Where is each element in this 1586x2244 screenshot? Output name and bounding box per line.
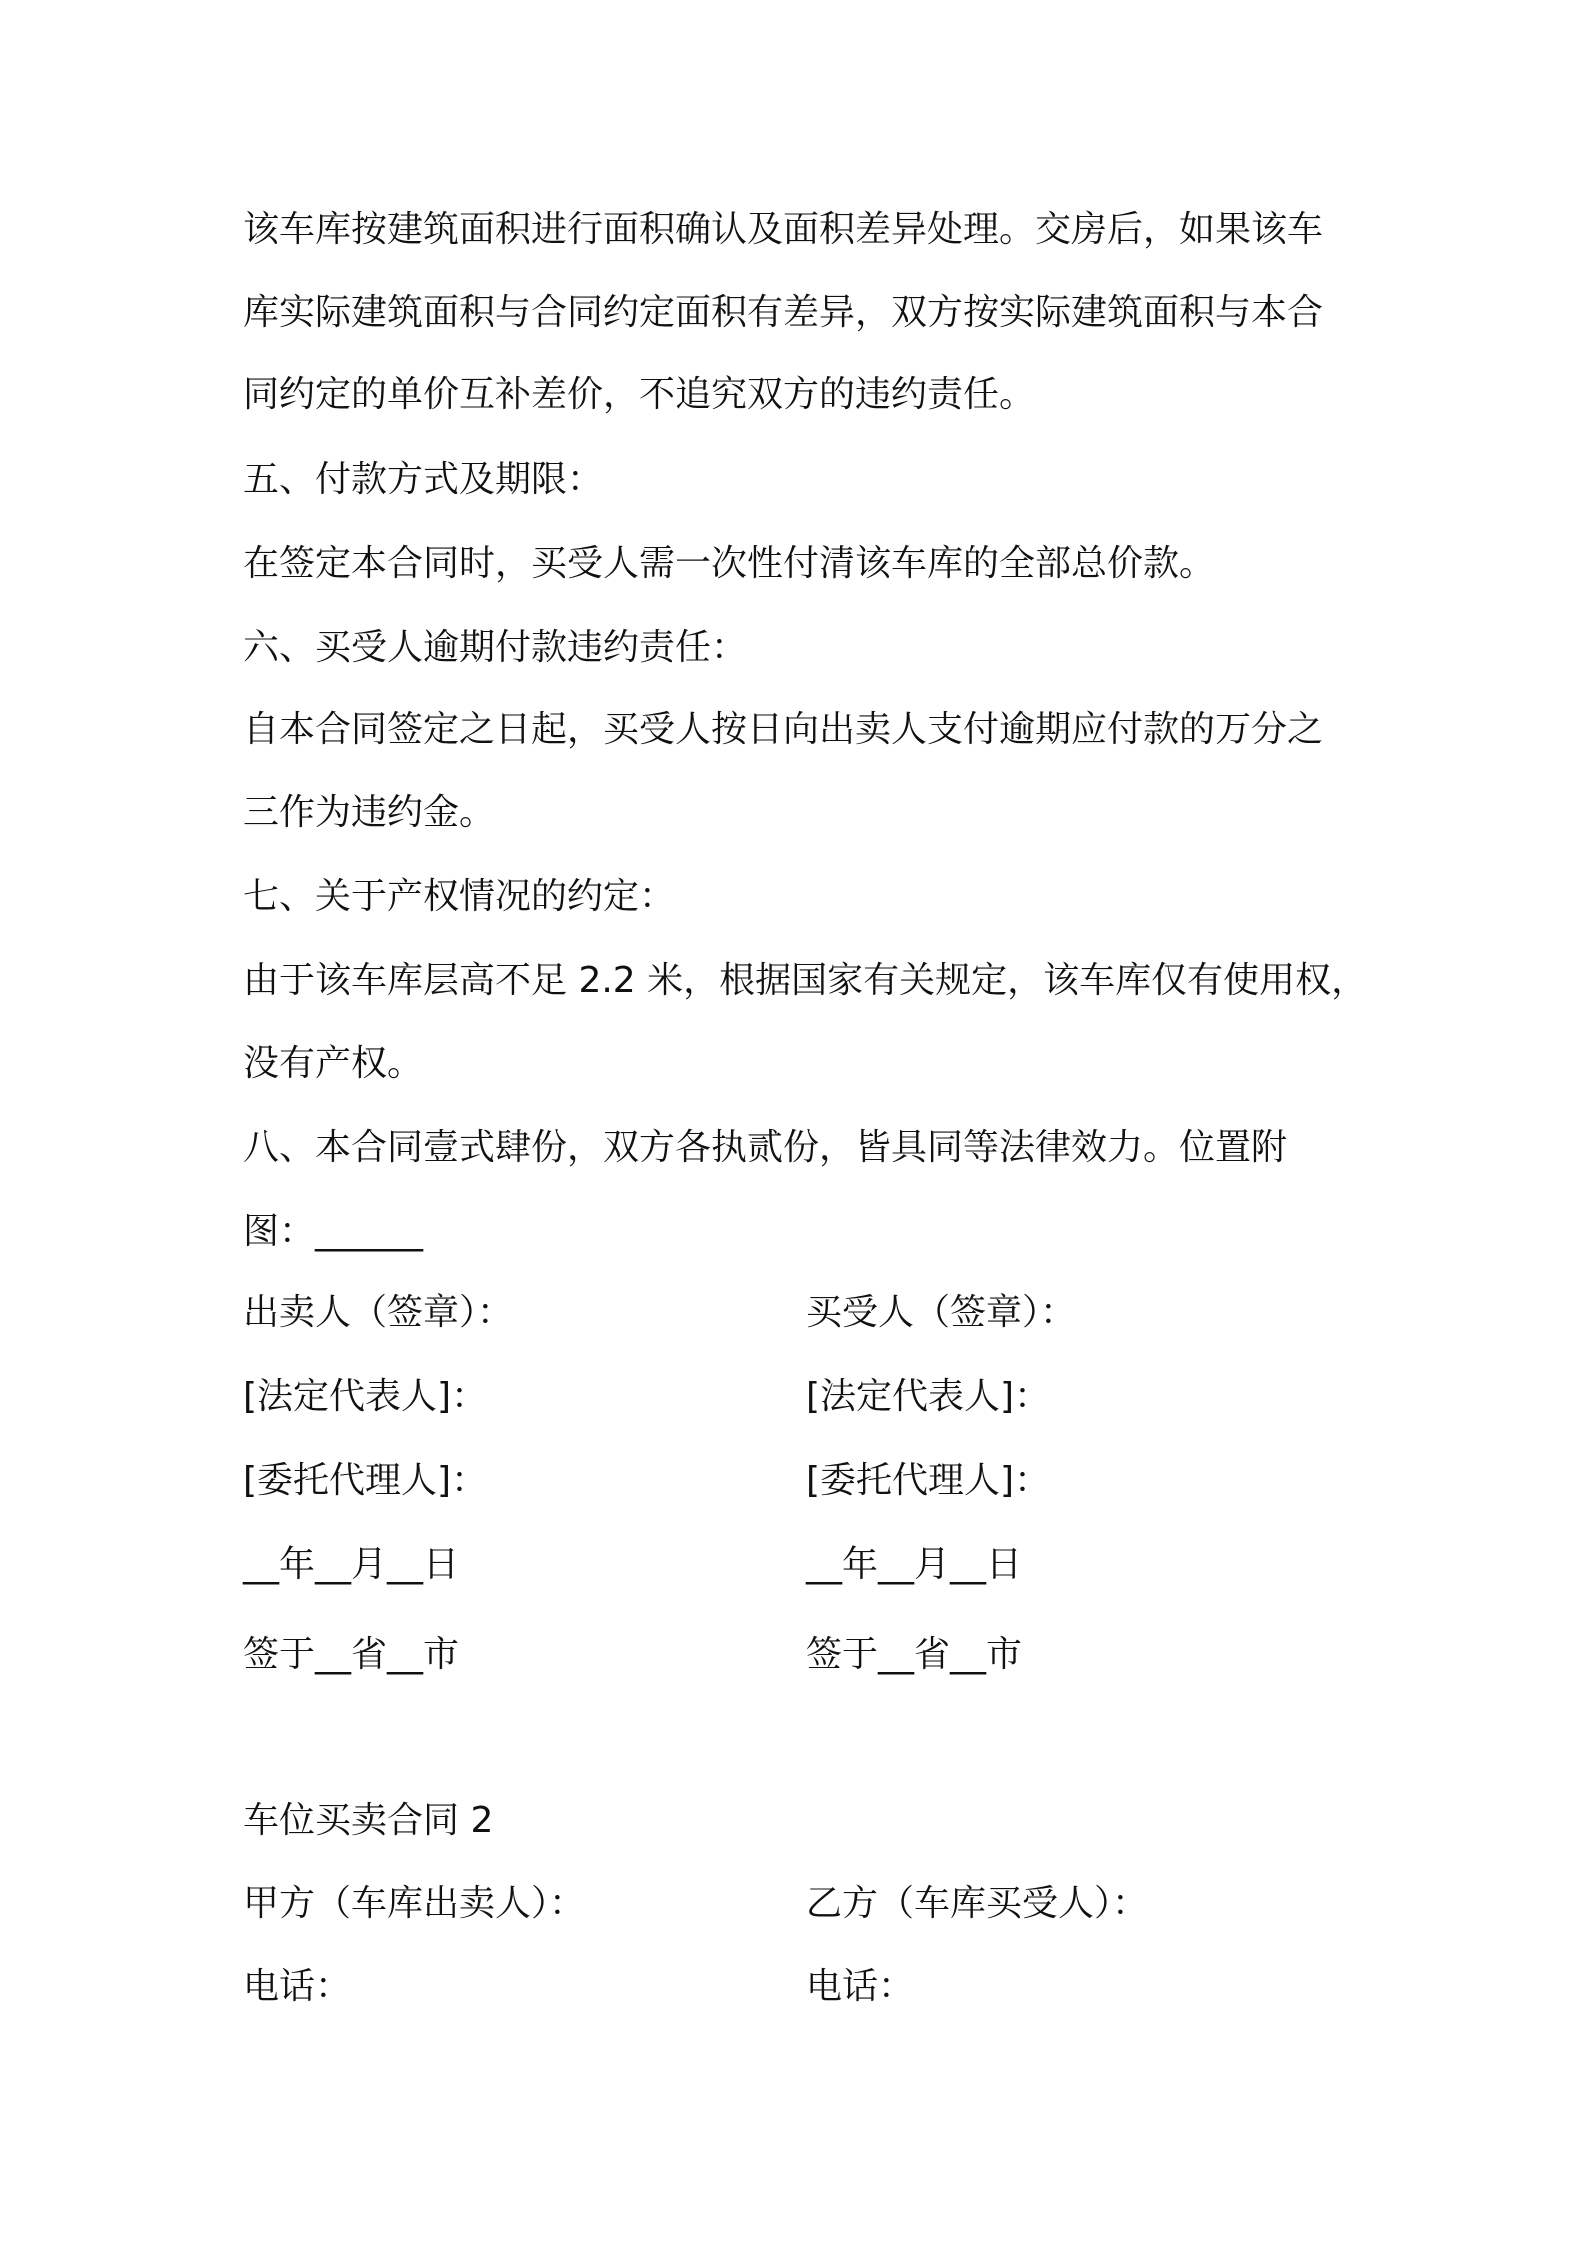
area-clause-line-1: 该车库按建筑面积进行面积确认及面积差异处理。交房后，如果该车 — [243, 209, 1324, 250]
section-8-text-line-1: 八、本合同壹式肆份，双方各执贰份，皆具同等法律效力。位置附 — [243, 1127, 1288, 1168]
section-8-text-line-2: 图：______ — [243, 1211, 424, 1252]
section-7-text-line-1: 由于该车库层高不足 2.2 米，根据国家有关规定，该车库仅有使用权， — [243, 960, 1368, 1001]
area-clause-line-2: 库实际建筑面积与合同约定面积有差异，双方按实际建筑面积与本合 — [243, 292, 1324, 333]
buyer-place-line: 签于__省__市 — [806, 1634, 1023, 1675]
seller-party-label: 出卖人（签章）： — [243, 1292, 514, 1333]
area-clause-line-3: 同约定的单价互补差价，不追究双方的违约责任。 — [243, 374, 1036, 415]
section-6-heading: 六、买受人逾期付款违约责任： — [243, 627, 748, 668]
party-b-phone-label: 电话： — [806, 1966, 915, 2007]
party-a-label: 甲方（车库出卖人）： — [243, 1883, 586, 1924]
buyer-legal-rep-label: [法定代表人]： — [806, 1376, 1051, 1417]
section-6-text-line-1: 自本合同签定之日起，买受人按日向出卖人支付逾期应付款的万分之 — [243, 709, 1324, 750]
contract-2-title: 车位买卖合同 2 — [243, 1800, 494, 1841]
section-7-heading: 七、关于产权情况的约定： — [243, 876, 676, 917]
buyer-date-line: __年__月__日 — [806, 1544, 1023, 1585]
seller-place-line: 签于__省__市 — [243, 1634, 460, 1675]
party-b-label: 乙方（车库买受人）： — [806, 1883, 1149, 1924]
section-6-text-line-2: 三作为违约金。 — [243, 792, 496, 833]
buyer-agent-label: [委托代理人]： — [806, 1460, 1051, 1501]
buyer-party-label: 买受人（签章）： — [806, 1292, 1077, 1333]
seller-date-line: __年__月__日 — [243, 1544, 460, 1585]
section-7-text-line-2: 没有产权。 — [243, 1043, 424, 1084]
section-5-text: 在签定本合同时，买受人需一次性付清该车库的全部总价款。 — [243, 543, 1216, 584]
party-a-phone-label: 电话： — [243, 1966, 352, 2007]
seller-legal-rep-label: [法定代表人]： — [243, 1376, 488, 1417]
seller-agent-label: [委托代理人]： — [243, 1460, 488, 1501]
section-5-heading: 五、付款方式及期限： — [243, 459, 604, 500]
